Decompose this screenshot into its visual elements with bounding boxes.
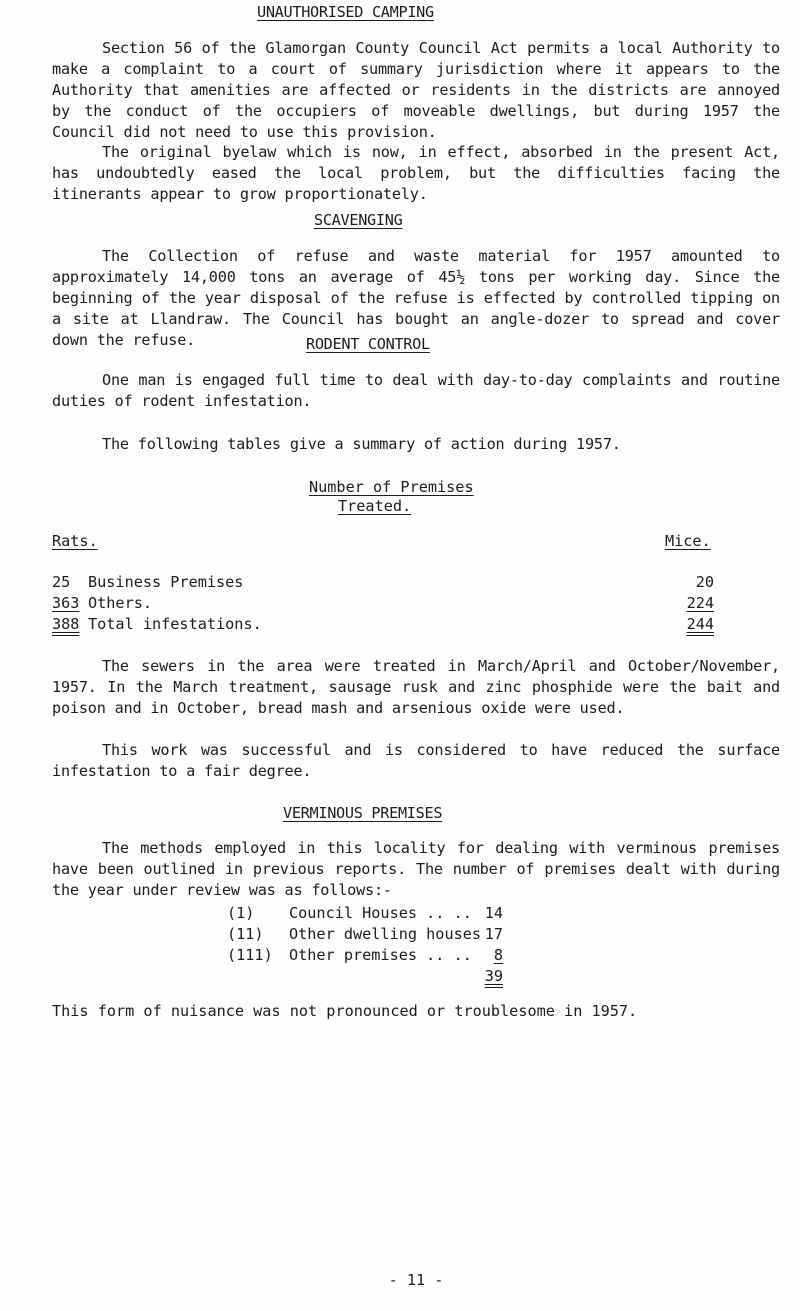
column-header-rats: Rats. [52, 532, 98, 550]
paragraph-rodent-2: The following tables give a summary of action during 1957. [102, 435, 621, 453]
table-title-line-2: Treated. [338, 497, 412, 515]
item-number: (111) [227, 946, 273, 964]
heading-unauthorised-camping: UNAUTHORISED CAMPING [257, 3, 434, 21]
item-label: Other premises .. .. [289, 946, 472, 964]
paragraph-verminous-1: The methods employed in this locality for dealing with verminous premises have been outlined in previous reports. The number of premises dealt with during the year under review was as follows:- [52, 839, 780, 899]
item-label: Other dwelling houses [289, 925, 482, 943]
paragraph-camping-2: The original byelaw which is now, in effect, absorbed in the present Act, has undoubtedly eased the local problem, but the difficulties facing the itinerants appear to grow proportionately. [52, 143, 780, 203]
list-item [227, 924, 481, 945]
rats-value: 363 [52, 594, 80, 612]
paragraph-verminous-2: This form of nuisance was not pronounced or troublesome in 1957. [52, 1002, 638, 1020]
list-item [227, 945, 472, 966]
item-value: 8 [493, 946, 503, 964]
table-row [52, 572, 243, 593]
item-value: 14 [484, 904, 503, 922]
paragraph-rodent-3: The sewers in the area were treated in March/April and October/November, 1957. In the March treatment, sausage rusk and zinc phosphide were the bait and poison and in October, bread mash and arsenious oxide were used. [52, 657, 780, 717]
item-label: Council Houses .. .. [289, 904, 472, 922]
paragraph-camping-1: Section 56 of the Glamorgan County Council Act permits a local Authority to make a complaint to a court of summary jurisdiction where it appears to the Authority that amenities are affected or residents in the districts are annoyed by the conduct of the occupiers of moveable dwellings, but during 1957 the Council did not need to use this provision. [52, 39, 780, 141]
item-number: (1) [227, 904, 255, 922]
table-row [52, 593, 152, 614]
items-total: 39 [484, 967, 503, 985]
heading-scavenging: SCAVENGING [314, 211, 403, 229]
paragraph-rodent-1: One man is engaged full time to deal with day-to-day complaints and routine duties of rodent infestation. [52, 371, 780, 410]
list-item [227, 903, 472, 924]
document-page [52, 0, 780, 1311]
table-row-total [52, 614, 262, 635]
mice-value: 20 [695, 573, 714, 591]
table-title-line-1: Number of Premises [309, 478, 474, 496]
page-number: - 11 - [388, 1271, 444, 1289]
column-header-mice: Mice. [665, 532, 711, 550]
paragraph-scavenging-1: The Collection of refuse and waste material for 1957 amounted to approximately 14,000 tons an average of 45½ tons per working day. Since the beginning of the year disposal of the refuse is effected by controlled tipping on a site at Llandraw. The Council has bought an angle-dozer to spread and cover down the refuse. [52, 247, 780, 349]
rats-value: 25 [52, 573, 71, 591]
paragraph-rodent-4: This work was successful and is considered to have reduced the surface infestation to a fair degree. [52, 741, 780, 780]
mice-value: 224 [686, 594, 714, 612]
rats-total-value: 388 [52, 615, 80, 633]
row-label: Business Premises [88, 573, 244, 591]
heading-rodent-control: RODENT CONTROL [306, 335, 430, 353]
row-label: Others. [88, 594, 153, 612]
item-number: (11) [227, 925, 264, 943]
row-label: Total infestations. [88, 615, 262, 633]
heading-verminous-premises: VERMINOUS PREMISES [283, 804, 443, 822]
mice-total-value: 244 [686, 615, 714, 633]
item-value: 17 [484, 925, 503, 943]
